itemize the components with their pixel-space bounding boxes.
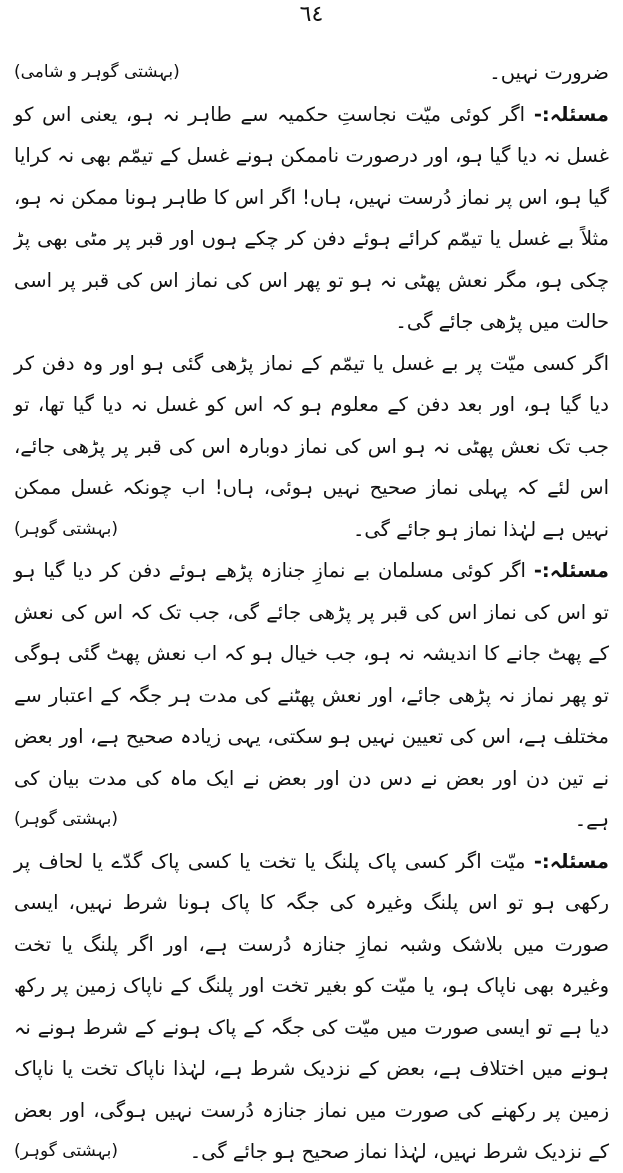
masala-label: مسئلہ:-	[533, 849, 609, 873]
paragraph	[14, 94, 609, 343]
masala-label: مسئلہ:-	[533, 559, 609, 582]
masala-label: مسئلہ:-	[533, 102, 609, 126]
page-body	[14, 52, 609, 1173]
paragraph-text: اگر کوئی مسلمان بے نمازِ جنازہ پڑھے ہوئے دفن کر دیا گیا ہو تو اس کی نماز اس کی قبر پر پڑھی جائے گی، جب تک کہ اس کی نعش کے پھٹ جانے کا اندیشہ نہ ہو، جب خیال ہو کہ اب نعش پھٹ گئی ہوگی تو پھر نماز نہ پڑھی جائے، اور نعش پھٹنے کی مدت ہر جگہ کے اعتبار سے مختلف ہے، اس کی تعیین نہیں ہو سکتی، یہی زیادہ صحیح ہے، اور بعض نے تین دن اور بعض نے دس دن اور بعض نے ایک ماہ کی مدت بیان کی ہے۔	[14, 559, 609, 831]
paragraph	[14, 343, 609, 551]
paragraph-text: اگر کوئی میّت نجاستِ حکمیہ سے طاہر نہ ہو، یعنی اس کو غسل نہ دیا گیا ہو، اور درصورت ناممکن ہونے غسل کے تیمّم بھی نہ کرایا گیا ہو، اس پر نماز دُرست نہیں، ہاں! اگر اس کا طاہر ہونا ممکن نہ ہو، مثلاً بے غسل یا تیمّم کرائے ہوئے دفن کر چکے ہوں اور قبر پر مٹی بھی پڑ چکی ہو، مگر نعش پھٹی نہ ہو تو پھر اس کی نماز اس کی قبر پر اسی حالت میں پڑھی جائے گی۔	[14, 102, 609, 333]
paragraph-text: ضرورت نہیں۔	[489, 61, 609, 84]
paragraph	[14, 841, 609, 1173]
source-citation: (بہشتی گوہر و شامی)	[14, 62, 180, 82]
paragraph-text: میّت اگر کسی پاک پلنگ یا تخت یا کسی پاک گدّے یا لحاف پر رکھی ہو تو اس پلنگ وغیرہ کی جگہ کا پاک ہونا شرط نہیں، ایسی صورت میں بلاشک وشبہ نمازِ جنازہ دُرست ہے، اور اگر پلنگ یا تخت وغیرہ بھی ناپاک ہو، یا میّت کو بغیر تخت اور پلنگ کے ناپاک زمین پر رکھ دیا ہے تو ایسی صورت میں میّت کی جگہ کے پاک ہونے کے شرط ہونے نہ ہونے میں اختلاف ہے، بعض کے نزدیک شرط ہے، لہٰذا ناپاک تخت یا ناپاک زمین پر رکھنے کی صورت میں نماز جنازہ دُرست نہیں ہوگی، اور بعض کے نزدیک شرط نہیں، لہٰذا نماز صحیح ہو جائے گی۔	[14, 849, 609, 1163]
paragraph	[14, 52, 609, 94]
source-citation: (بہشتی گوہر)	[14, 518, 119, 539]
paragraph-text: اگر کسی میّت پر بے غسل یا تیمّم کے نماز پڑھی گئی ہو اور وہ دفن کر دیا گیا ہو، اور بعد دفن کے معلوم ہو کہ اس کو غسل نہ دیا گیا تھا، تو جب تک نعش پھٹی نہ ہو اس کی نماز دوبارہ اس کی قبر پر پڑھی جائے، اس لئے کہ پہلی نماز صحیح نہیں ہوئی، ہاں! اب چونکہ غسل ممکن نہیں ہے لہٰذا نماز ہو جائے گی۔	[14, 351, 609, 541]
source-citation: (بہشتی گوہر)	[14, 1141, 119, 1161]
source-citation: (بہشتی گوہر)	[14, 809, 119, 829]
page-number: ٦٤	[299, 2, 324, 27]
paragraph	[14, 550, 609, 841]
